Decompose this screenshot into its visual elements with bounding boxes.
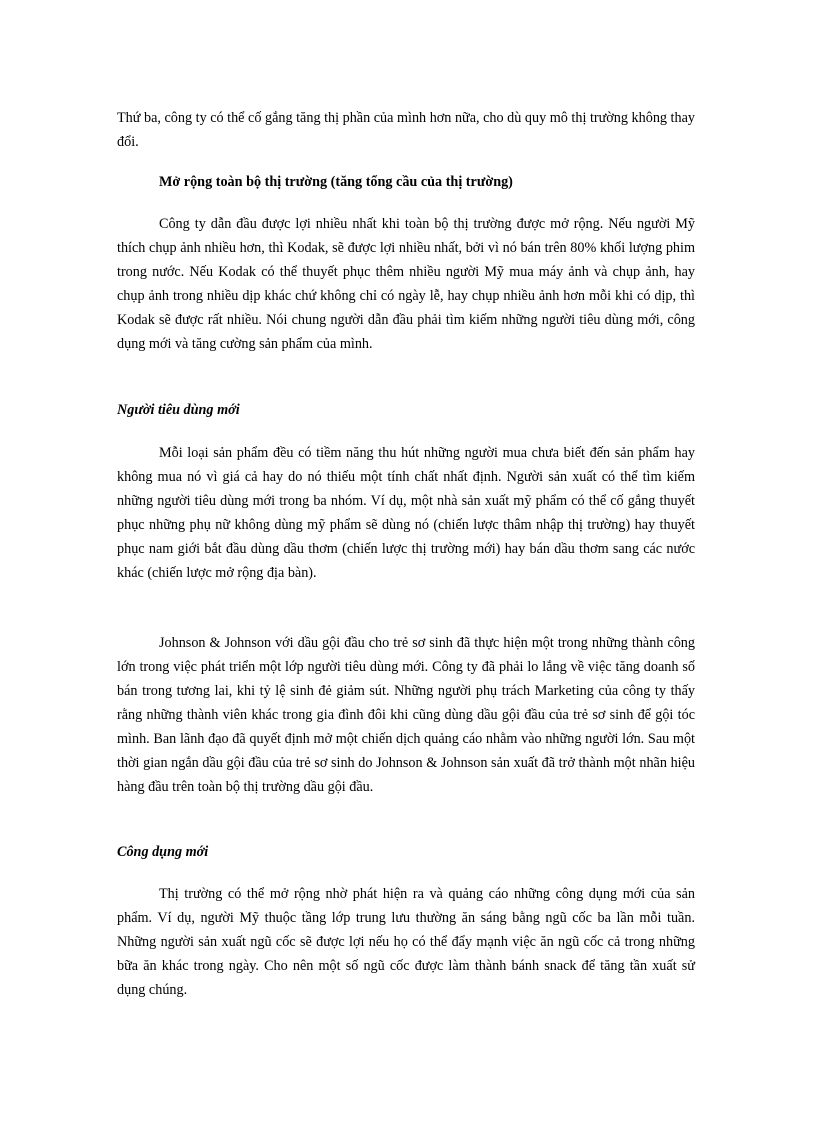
heading-new-users: Người tiêu dùng mới: [117, 402, 240, 418]
heading-expand-market: Mở rộng toàn bộ thị trường (tăng tổng cầu của thị trường): [159, 174, 513, 190]
paragraph-intro: Thứ ba, công ty có thể cố gắng tăng thị phần của mình hơn nữa, cho dù quy mô thị trường không thay đổi.: [117, 110, 695, 150]
paragraph-new-users: Mỗi loại sản phẩm đều có tiềm năng thu hút những người mua chưa biết đến sản phẩm hay không mua nó vì giá cả hay do nó thiếu một tính chất nhất định. Người sản xuất có thể tìm kiếm những người tiêu dùng mới trong ba nhóm. Ví dụ, một nhà sản xuất mỹ phẩm có thể cố gắng thuyết phục những phụ nữ không dùng mỹ phẩm sẽ dùng nó (chiến lược thâm nhập thị trường) hay thuyết phục nam giới bắt đầu dùng dầu thơm (chiến lược thị trường mới) hay bán dầu thơm sang các nước khác (chiến lược mở rộng địa bàn).: [117, 445, 695, 581]
paragraph-expand-market: Công ty dẫn đầu được lợi nhiều nhất khi toàn bộ thị trường được mở rộng. Nếu người Mỹ thích chụp ảnh nhiều hơn, thì Kodak, sẽ được lợi nhiều nhất, bởi vì nó bán trên 80% khối lượng phim trong nước. Nếu Kodak có thể thuyết phục thêm nhiều người Mỹ mua máy ảnh và chụp ảnh, hay chụp ảnh trong nhiều dịp khác chứ không chỉ có ngày lễ, hay chụp nhiều ảnh hơn mỗi khi có dịp, thì Kodak sẽ được rất nhiều. Nói chung người dẫn đầu phải tìm kiếm những người tiêu dùng mới, công dụng mới và tăng cường sản phẩm của mình.: [117, 216, 695, 352]
paragraph-new-uses: Thị trường có thể mở rộng nhờ phát hiện ra và quảng cáo những công dụng mới của sản phẩm. Ví dụ, người Mỹ thuộc tầng lớp trung lưu thường ăn sáng bằng ngũ cốc ba lần mỗi tuần. Những người sản xuất ngũ cốc sẽ được lợi nếu họ có thể đẩy mạnh việc ăn ngũ cốc cả trong những bữa ăn khác trong ngày. Cho nên một số ngũ cốc được làm thành bánh snack để tăng tần xuất sử dụng chúng.: [117, 886, 695, 998]
heading-new-uses: Công dụng mới: [117, 844, 209, 860]
paragraph-johnson: Johnson & Johnson với dầu gội đầu cho trẻ sơ sinh đã thực hiện một trong những thành công lớn trong việc phát triển một lớp người tiêu dùng mới. Công ty đã phải lo lắng về việc tăng doanh số bán trong tương lai, khi tỷ lệ sinh đẻ giảm sút. Những người phụ trách Marketing của công ty thấy rằng những thành viên khác trong gia đình đôi khi cũng dùng dầu gội đầu của trẻ sơ sinh để gội tóc mình. Ban lãnh đạo đã quyết định mở một chiến dịch quảng cáo nhằm vào những người lớn. Sau một thời gian ngắn dầu gội đầu của trẻ sơ sinh do Johnson & Johnson sản xuất đã trở thành một nhãn hiệu hàng đầu trên toàn bộ thị trường dầu gội đầu.: [117, 635, 695, 795]
